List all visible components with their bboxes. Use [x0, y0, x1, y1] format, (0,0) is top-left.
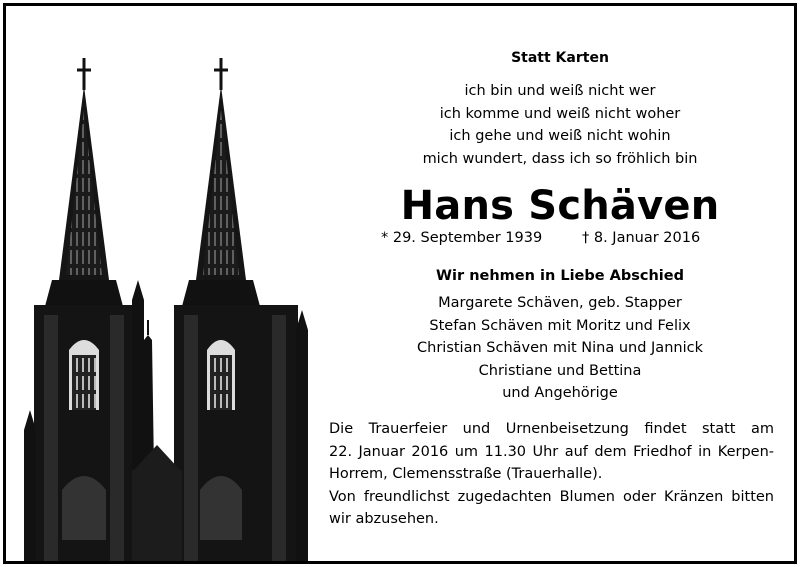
- mourner-line: Christian Schäven mit Nina und Jannick: [417, 340, 703, 356]
- nave: [132, 470, 182, 563]
- life-dates: [324, 230, 796, 252]
- farewell-title: Wir nehmen in Liebe Abschied: [436, 268, 684, 284]
- notice-line: Die Trauerfeier und Urnenbeisetzung findet statt am: [329, 421, 774, 437]
- mourner-line: Margarete Schäven, geb. Stapper: [438, 295, 682, 311]
- mourners-list: [324, 292, 796, 405]
- poem-line: ich komme und weiß nicht woher: [439, 105, 681, 122]
- death-date: † 8. Januar 2016: [582, 230, 701, 246]
- funeral-notice: [329, 418, 774, 531]
- deceased-name: Hans Schäven: [400, 183, 720, 229]
- notice-line: Horrem, Clemensstraße (Trauerhalle).: [329, 466, 603, 482]
- poem: [324, 80, 796, 170]
- poem-line: mich wundert, dass ich so fröhlich bin: [422, 150, 698, 167]
- birth-date: * 29. September 1939: [381, 230, 543, 246]
- obituary-frame: [3, 3, 797, 564]
- poem-line: ich gehe und weiß nicht wohin: [449, 128, 671, 144]
- heading: Statt Karten: [511, 50, 609, 66]
- mourner-line: Christiane und Bettina: [478, 362, 642, 379]
- mourner-line: Stefan Schäven mit Moritz und Felix: [429, 317, 691, 334]
- left-tower: [24, 58, 144, 563]
- notice-line: 22. Januar 2016 um 11.30 Uhr auf dem Friedhof in Kerpen-: [329, 443, 774, 460]
- cathedral-image: [14, 50, 310, 563]
- right-tower: [174, 58, 308, 563]
- poem-line: ich bin und weiß nicht wer: [464, 83, 656, 99]
- notice-line: wir abzusehen.: [329, 511, 439, 527]
- notice-line: Von freundlichst zugedachten Blumen oder Kränzen bitten: [329, 488, 774, 505]
- mourner-line: und Angehörige: [502, 385, 618, 401]
